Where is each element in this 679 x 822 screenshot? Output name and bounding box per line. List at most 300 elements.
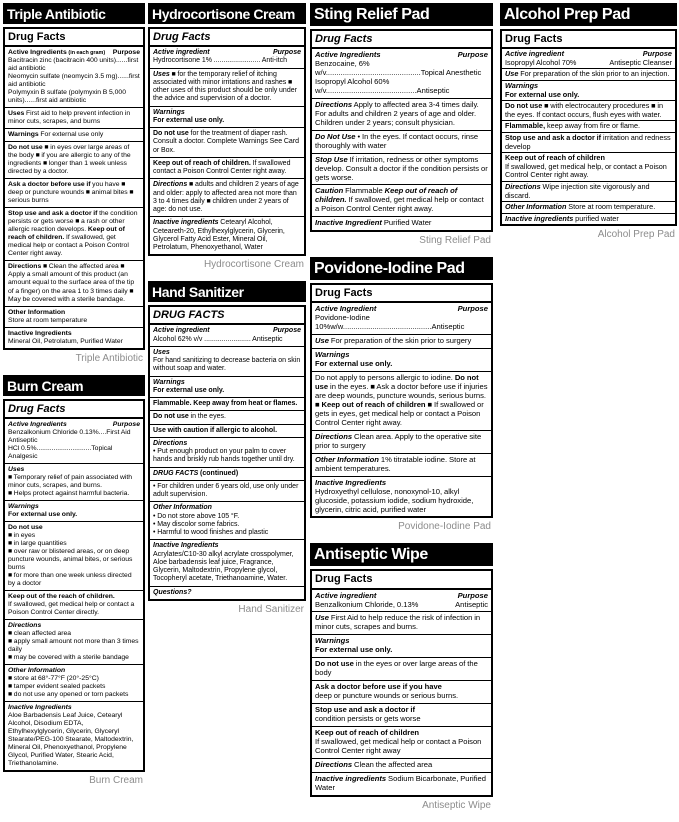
column-left bbox=[3, 3, 145, 797]
label-section bbox=[5, 521, 143, 590]
text-run: ■ Temporary relief of pain associated with minor cuts, scrapes, and burns. bbox=[8, 473, 133, 489]
line-left bbox=[153, 327, 210, 335]
alcohol-prep-pad-drug-facts-heading: Drug Facts bbox=[502, 31, 675, 49]
label-section bbox=[150, 346, 304, 376]
text-run: ■ tamper evident sealed packets bbox=[8, 683, 106, 691]
text-run: irritation and redness develop bbox=[505, 132, 671, 151]
text-run: Do not use bbox=[315, 659, 354, 669]
label-line bbox=[315, 761, 488, 770]
text-run: Purpose bbox=[112, 420, 140, 428]
text-run: ■ in eyes bbox=[8, 531, 36, 539]
label-section bbox=[312, 371, 491, 430]
text-run: Benzocaine, 6% w/v.............................................Topical Anesthetic bbox=[315, 59, 482, 77]
label-section bbox=[150, 68, 304, 106]
label-section bbox=[312, 98, 491, 130]
text-run: in the eyes or over large areas of the body bbox=[315, 659, 478, 678]
label-section bbox=[502, 201, 675, 213]
text-run: ■ If swallowed or gets in eyes, get medical help or contact a Poison Control Center right away. bbox=[315, 399, 484, 427]
label-section bbox=[312, 611, 491, 634]
label-section bbox=[5, 47, 143, 107]
label-line bbox=[8, 317, 140, 325]
line-left bbox=[315, 601, 418, 610]
text-run: Isopropyl Alcohol 70% bbox=[505, 57, 577, 67]
text-run: Inactive Ingredients bbox=[8, 329, 72, 337]
label-line bbox=[315, 488, 488, 515]
text-run: • For children under 6 years old, use only under adult supervision. bbox=[153, 482, 299, 499]
label-line bbox=[505, 91, 672, 100]
text-run: Polymyxin B sulfate (polymyxin B 5,000 units)......first aid antibiotic bbox=[8, 89, 126, 105]
text-run: For external use only. bbox=[315, 645, 393, 655]
text-run: 1% titratable iodine. Store at ambient temperatures. bbox=[315, 454, 476, 473]
label-line bbox=[8, 309, 140, 317]
triple-antibiotic-title: Triple Antibiotic bbox=[3, 3, 145, 24]
text-run: Other Information bbox=[505, 202, 567, 212]
label-line bbox=[8, 532, 140, 540]
label-line bbox=[8, 330, 140, 338]
label-section bbox=[5, 590, 143, 619]
text-run: Flammable. Keep away from heat or flames. bbox=[153, 400, 298, 408]
label-section bbox=[312, 590, 491, 612]
label-line bbox=[315, 646, 488, 655]
line-right bbox=[455, 601, 488, 610]
antiseptic-wipe-panel bbox=[310, 543, 493, 810]
label-line bbox=[315, 433, 488, 451]
text-run: Benzalkonium Chloride 0.13%....First Aid Antiseptic bbox=[8, 428, 131, 444]
label-line bbox=[8, 429, 140, 445]
label-section bbox=[502, 68, 675, 80]
text-run: Warnings bbox=[153, 378, 185, 386]
label-line bbox=[315, 337, 488, 346]
text-run: Wipe injection site vigorously and discard. bbox=[505, 182, 650, 200]
label-line bbox=[8, 712, 140, 768]
label-line bbox=[315, 715, 488, 724]
text-run: • Put enough product on your palm to cover hands and briskly rub hands together until dry. bbox=[153, 448, 295, 464]
text-run: Other Information bbox=[153, 504, 212, 512]
sting-relief-pad-caption: Sting Relief Pad bbox=[419, 235, 491, 247]
text-run: If swallowed, get medical help, or contact a Poison Control Center right away. bbox=[505, 161, 667, 180]
text-run: Stop use and ask a doctor if bbox=[8, 210, 98, 218]
text-run: Keep out of reach of children bbox=[505, 153, 605, 163]
text-run: Keep out of reach of children. bbox=[8, 226, 125, 242]
text-run: the condition persists or gets worse ■ a rash or other allergic reaction develops. bbox=[8, 210, 138, 234]
text-run: Directions bbox=[315, 431, 353, 441]
triple-antibiotic-drug-facts-box bbox=[3, 27, 145, 350]
text-run: Isopropyl Alcohol 60% w/v...........................................Antiseptic bbox=[315, 76, 450, 95]
label-section bbox=[150, 586, 304, 599]
label-line bbox=[8, 638, 140, 654]
text-run: Cetearyl Alcohol, Ceteareth-20, Ethylhexylglycerin, Glycerin, Glycerol Fatty Acid Ester, Mineral Oil, Petrolatum, Phenoxyethanol, Water bbox=[153, 219, 285, 252]
label-line bbox=[505, 122, 672, 131]
text-run: Purpose bbox=[272, 327, 301, 335]
label-line bbox=[153, 57, 301, 65]
burn-cream-drug-facts-heading: Drug Facts bbox=[5, 401, 143, 419]
text-run: Clean area. Apply to the operative site prior to surgery bbox=[315, 431, 482, 450]
text-run: (in each gram) bbox=[68, 50, 106, 57]
text-run: Do not use bbox=[8, 523, 43, 531]
text-run: Inactive Ingredients bbox=[153, 542, 219, 550]
text-run: Store at room temperature bbox=[8, 316, 88, 324]
label-section bbox=[312, 758, 491, 772]
povidone-iodine-pad-title: Povidone-Iodine Pad bbox=[310, 257, 493, 280]
label-section bbox=[150, 539, 304, 585]
label-line bbox=[153, 327, 301, 335]
line-left bbox=[153, 49, 210, 57]
label-line bbox=[153, 349, 301, 357]
text-run: Directions bbox=[505, 182, 541, 192]
text-run: Active Ingredients bbox=[315, 50, 381, 60]
label-section bbox=[150, 467, 304, 480]
label-section bbox=[5, 500, 143, 521]
text-run: Bacitracin zinc (bacitracin 400 units)......first aid antibiotic bbox=[8, 57, 139, 73]
text-run: Purpose bbox=[112, 49, 140, 57]
label-section bbox=[502, 120, 675, 132]
text-run: ■ in eyes over large areas of the body ■ if you are allergic to any of the ingredients ■ longer than 1 week unless directed by a doctor. bbox=[8, 144, 131, 176]
label-line bbox=[505, 215, 672, 224]
text-run: Purpose bbox=[457, 50, 488, 60]
label-line bbox=[315, 738, 488, 756]
label-line bbox=[8, 683, 140, 691]
label-section bbox=[150, 480, 304, 502]
label-line bbox=[8, 466, 140, 474]
text-run: Active Ingredients bbox=[8, 49, 69, 57]
label-line bbox=[153, 448, 301, 465]
text-run: keep away from fire or flame. bbox=[545, 121, 641, 131]
line-right bbox=[273, 327, 301, 335]
label-line bbox=[153, 521, 301, 529]
label-section bbox=[5, 463, 143, 500]
line-right bbox=[458, 305, 488, 314]
line-right bbox=[273, 49, 301, 57]
triple-antibiotic-drug-facts-heading: Drug Facts bbox=[5, 29, 143, 47]
text-run: Warnings bbox=[8, 131, 41, 139]
label-section bbox=[502, 132, 675, 152]
label-section bbox=[150, 376, 304, 398]
label-section bbox=[312, 703, 491, 726]
text-run: Purpose bbox=[642, 49, 672, 59]
label-line bbox=[8, 49, 140, 57]
line-right bbox=[113, 421, 140, 429]
triple-antibiotic-caption: Triple Antibiotic bbox=[75, 352, 143, 364]
povidone-iodine-pad-drug-facts-heading: Drug Facts bbox=[312, 285, 491, 303]
label-section bbox=[312, 216, 491, 230]
text-run: Flammable bbox=[343, 186, 385, 196]
label-line bbox=[8, 338, 140, 346]
label-line bbox=[8, 263, 140, 303]
hand-sanitizer-caption: Hand Sanitizer bbox=[238, 603, 304, 615]
text-run: Do Not Use bbox=[315, 131, 356, 141]
label-section bbox=[312, 680, 491, 703]
label-line bbox=[315, 78, 488, 96]
label-line bbox=[153, 542, 301, 550]
label-section bbox=[312, 453, 491, 476]
text-run: For external use only. bbox=[8, 510, 78, 518]
text-run: Do not use bbox=[153, 130, 189, 138]
label-section bbox=[150, 47, 304, 68]
text-run: Inactive Ingredients bbox=[315, 477, 387, 487]
label-section bbox=[150, 178, 304, 216]
label-line bbox=[8, 630, 140, 638]
label-line bbox=[153, 400, 301, 408]
label-line bbox=[153, 160, 301, 177]
label-line bbox=[8, 421, 140, 429]
line-right bbox=[609, 59, 672, 68]
text-run: Directions bbox=[315, 99, 353, 109]
label-line bbox=[153, 413, 301, 421]
label-section bbox=[150, 397, 304, 410]
label-section bbox=[502, 100, 675, 120]
antiseptic-wipe-title: Antiseptic Wipe bbox=[310, 543, 493, 566]
text-run: For preparation of the skin prior to surgery bbox=[328, 336, 472, 346]
text-run: For hand sanitizing to decrease bacteria on skin without soap and water. bbox=[153, 357, 301, 373]
label-line bbox=[8, 110, 140, 126]
hand-sanitizer-panel bbox=[148, 281, 306, 615]
label-section bbox=[5, 260, 143, 305]
text-run: Keep out of reach of children bbox=[315, 727, 420, 737]
text-run: Aloe Barbadensis Leaf Juice, Cetearyl Alcohol, Disodium EDTA, Ethylhexylglycerin, Glycerin, Glyceryl Stearate/PEG-100 Stearate, Maltodextrin, Mineral Oil, Phenoxyethanol, Propylene Glycol, Purified Water, Stearic Acid, Triethanolamine. bbox=[8, 712, 134, 768]
label-section bbox=[5, 128, 143, 141]
label-line bbox=[8, 691, 140, 699]
label-line bbox=[153, 117, 301, 125]
text-run: Warnings bbox=[8, 502, 39, 510]
text-run: Use with caution if allergic to alcohol. bbox=[153, 426, 278, 434]
burn-cream-panel bbox=[3, 375, 145, 787]
label-line bbox=[153, 529, 301, 537]
text-run: For external use only. bbox=[315, 359, 393, 369]
text-run: For external use only bbox=[40, 131, 104, 139]
text-run: Uses bbox=[8, 110, 26, 118]
text-run: Warnings bbox=[315, 636, 350, 646]
text-run: If swallowed, get medical help or contact a Poison Control Center right away bbox=[315, 736, 482, 755]
label-line bbox=[153, 387, 301, 395]
label-section bbox=[312, 348, 491, 371]
text-run: Sodium Bicarbonate, Purified Water bbox=[315, 773, 486, 792]
text-run: Keep out of reach of children. bbox=[153, 159, 251, 167]
label-section bbox=[150, 410, 304, 423]
text-run: Apply to affected area 3-4 times daily. For adults and children 2 years of age and older. Children under 2 years; consult physician. bbox=[315, 99, 479, 127]
label-line bbox=[315, 775, 488, 793]
label-line bbox=[8, 540, 140, 548]
label-line bbox=[153, 109, 301, 117]
alcohol-prep-pad-title: Alcohol Prep Pad bbox=[500, 3, 677, 26]
text-run: Do not use bbox=[315, 373, 479, 392]
text-run: Ask a doctor before use if you have bbox=[315, 682, 442, 692]
line-left bbox=[8, 421, 67, 429]
label-line bbox=[8, 548, 140, 572]
label-section bbox=[312, 772, 491, 795]
text-run: Antiseptic bbox=[455, 599, 488, 609]
text-run: Warnings bbox=[153, 108, 185, 116]
text-run: Benzalkonium Chloride, 0.13% bbox=[315, 599, 419, 609]
label-line bbox=[505, 203, 672, 212]
label-line bbox=[8, 89, 140, 105]
text-run: Active ingredient bbox=[153, 49, 210, 57]
label-line bbox=[153, 427, 301, 435]
label-line bbox=[153, 49, 301, 57]
label-line bbox=[153, 336, 301, 344]
label-section bbox=[5, 327, 143, 348]
text-run: If swallowed, get medical help or contact a Poison Control Center directly. bbox=[8, 601, 135, 617]
alcohol-prep-pad-caption: Alcohol Prep Pad bbox=[597, 229, 675, 241]
text-run: For external use only. bbox=[153, 116, 225, 124]
text-run: ■ for the temporary relief of itching associated with minor irritations and rashes ■ other uses of this product should be only under the advice and supervision of a doctor. bbox=[153, 70, 297, 103]
text-run: ■ apply small amount not more than 3 times daily bbox=[8, 638, 139, 654]
label-section bbox=[5, 664, 143, 701]
label-line bbox=[153, 483, 301, 500]
label-line bbox=[8, 622, 140, 630]
label-section bbox=[150, 437, 304, 467]
label-section bbox=[5, 207, 143, 260]
hydrocortisone-cream-panel bbox=[148, 3, 306, 270]
text-run: Do not use bbox=[505, 101, 543, 111]
label-line bbox=[8, 73, 140, 89]
text-run: Active Ingredient bbox=[315, 304, 377, 314]
text-run: For external use only. bbox=[505, 89, 580, 99]
label-section bbox=[312, 657, 491, 680]
text-run: Inactive ingredients bbox=[153, 219, 219, 227]
text-run: Active ingredient bbox=[505, 49, 564, 59]
label-line bbox=[315, 156, 488, 183]
label-section bbox=[5, 619, 143, 664]
text-run: Store at room temperature. bbox=[566, 202, 656, 212]
antiseptic-wipe-caption: Antiseptic Wipe bbox=[422, 799, 491, 811]
text-run: Directions bbox=[153, 181, 188, 189]
label-line bbox=[153, 551, 301, 584]
text-run: Do not use bbox=[153, 413, 189, 421]
text-run: Keep out of reach of children bbox=[321, 399, 426, 409]
text-run: First aid to help prevent infection in minor cuts, scrapes, and burns bbox=[8, 110, 131, 126]
label-line bbox=[315, 101, 488, 128]
column-mid-right bbox=[310, 3, 493, 822]
hydrocortisone-cream-caption: Hydrocortisone Cream bbox=[203, 259, 304, 271]
label-line bbox=[315, 614, 488, 632]
hand-sanitizer-drug-facts-heading: DRUG FACTS bbox=[150, 307, 304, 325]
text-run: ■ in large quantities bbox=[8, 539, 67, 547]
label-section bbox=[150, 127, 304, 157]
text-run: Active ingredient bbox=[153, 327, 210, 335]
text-run: Directions bbox=[8, 622, 42, 630]
text-run: ■ Clean the affected area ■ Apply a small amount of this product (an amount equal to the surface area of the tip of a finger) on the area 1 to 3 times daily ■ May be covered with a sterile bandage. bbox=[8, 263, 135, 303]
label-line bbox=[8, 654, 140, 662]
text-run: Uses bbox=[8, 465, 25, 473]
label-section bbox=[5, 141, 143, 178]
label-section bbox=[312, 430, 491, 453]
text-run: Do not apply to persons allergic to iodine. bbox=[315, 373, 455, 383]
label-line bbox=[153, 589, 301, 597]
povidone-iodine-pad-caption: Povidone-Iodine Pad bbox=[398, 521, 491, 533]
antiseptic-wipe-drug-facts-heading: Drug Facts bbox=[312, 571, 491, 589]
label-section bbox=[312, 476, 491, 517]
label-line bbox=[315, 374, 488, 428]
label-line bbox=[153, 513, 301, 521]
label-line bbox=[8, 572, 140, 588]
text-run: Stop Use bbox=[315, 154, 348, 164]
burn-cream-caption: Burn Cream bbox=[89, 775, 143, 787]
text-run: deep or puncture wounds or serious burns. bbox=[315, 691, 459, 701]
label-line bbox=[153, 130, 301, 155]
label-line bbox=[315, 360, 488, 369]
povidone-iodine-pad-panel bbox=[310, 257, 493, 532]
label-section bbox=[312, 726, 491, 758]
text-run: Keep out of reach of children. bbox=[315, 186, 458, 205]
hydrocortisone-cream-drug-facts-box bbox=[148, 27, 306, 256]
triple-antibiotic-panel bbox=[3, 3, 145, 364]
alcohol-prep-pad-panel bbox=[500, 3, 677, 240]
label-line bbox=[505, 134, 672, 151]
label-line bbox=[8, 503, 140, 511]
label-line bbox=[153, 181, 301, 214]
text-run: If swallowed, get medical help or contact a Poison Control Center right away. bbox=[8, 234, 129, 258]
sting-relief-pad-title: Sting Relief Pad bbox=[310, 3, 493, 26]
text-run: (continued) bbox=[198, 469, 239, 477]
text-run: Antiseptic Cleanser bbox=[609, 57, 672, 67]
label-line bbox=[153, 470, 301, 478]
text-run: • Harmful to wood finishes and plastic bbox=[153, 529, 269, 537]
alcohol-prep-pad-drug-facts-box bbox=[500, 29, 677, 226]
text-run: for the treatment of diaper rash. Consult a doctor. Complete Warnings See Card or Box. bbox=[153, 130, 300, 154]
label-line bbox=[315, 314, 488, 332]
label-line bbox=[315, 60, 488, 78]
antiseptic-wipe-drug-facts-box bbox=[310, 569, 493, 796]
label-line bbox=[315, 601, 488, 610]
label-line bbox=[315, 219, 488, 228]
text-run: Mineral Oil, Petrolatum, Purified Water bbox=[8, 337, 123, 345]
text-run: Stop use and ask a doctor if bbox=[315, 705, 416, 715]
text-run: • In the eyes. If contact occurs, rinse thoroughly with water bbox=[315, 131, 479, 150]
text-run: Alcohol 62% v/v ........................ Antiseptic bbox=[153, 335, 283, 343]
line-left bbox=[505, 59, 576, 68]
label-line bbox=[505, 59, 672, 68]
text-run: Directions bbox=[153, 439, 188, 447]
text-run: Hydroxyethyl cellulose, nonoxynol-10, alkyl glucoside, potassium iodide, sodium hydroxide, glycerin, citric acid, purified water bbox=[315, 486, 474, 514]
text-run: ■ store at 68°-77°F (20°-25°C) bbox=[8, 675, 99, 683]
hydrocortisone-cream-drug-facts-heading: Drug Facts bbox=[150, 29, 304, 47]
text-run: Ask a doctor before use if bbox=[8, 181, 91, 189]
text-run: Warnings bbox=[505, 80, 539, 90]
label-section bbox=[312, 153, 491, 185]
label-section bbox=[150, 106, 304, 128]
text-run: condition persists or gets worse bbox=[315, 714, 421, 724]
text-run: First Aid to help reduce the risk of infection in minor cuts, scrapes and burns. bbox=[315, 613, 481, 632]
text-run: Warnings bbox=[315, 350, 350, 360]
label-section bbox=[312, 303, 491, 334]
label-line bbox=[8, 57, 140, 73]
text-run: ■ adults and children 2 years of age and older: apply to affected area not more than 3 to 4 times daily ■ children under 2 years of age: do not use. bbox=[153, 181, 299, 214]
text-run: Questions? bbox=[153, 588, 192, 596]
label-line bbox=[153, 357, 301, 374]
line-left bbox=[8, 49, 105, 57]
text-run: purified water bbox=[573, 213, 619, 223]
label-section bbox=[150, 424, 304, 437]
label-section bbox=[5, 107, 143, 128]
label-line bbox=[8, 667, 140, 675]
label-line bbox=[315, 692, 488, 701]
text-run: Active ingredient bbox=[315, 590, 377, 600]
label-line bbox=[505, 70, 672, 79]
label-section bbox=[502, 181, 675, 201]
text-run: Directions bbox=[8, 263, 42, 271]
text-run: Active Ingredients bbox=[8, 420, 67, 428]
text-run: Stop use and ask a doctor if bbox=[505, 132, 602, 142]
label-section bbox=[502, 80, 675, 100]
label-line bbox=[8, 511, 140, 519]
label-line bbox=[8, 131, 140, 139]
text-run: Do not use bbox=[8, 144, 43, 152]
label-section bbox=[150, 325, 304, 346]
hand-sanitizer-title: Hand Sanitizer bbox=[148, 281, 306, 302]
text-run: Purpose bbox=[457, 304, 488, 314]
label-line bbox=[8, 601, 140, 617]
sting-relief-pad-drug-facts-heading: Drug Facts bbox=[312, 31, 491, 49]
